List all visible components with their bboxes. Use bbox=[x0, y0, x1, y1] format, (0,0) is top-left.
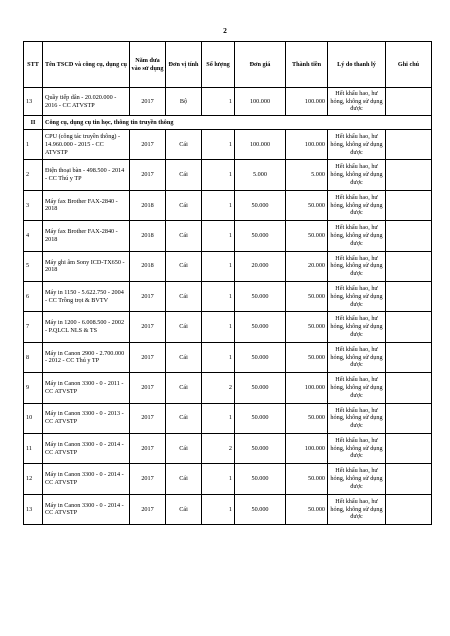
cell-note bbox=[386, 88, 432, 116]
cell-name: Máy fax Brother FAX-2840 - 2018 bbox=[43, 190, 130, 220]
asset-disposal-table bbox=[23, 41, 432, 525]
cell-amount: 50.000 bbox=[286, 342, 328, 372]
cell-reason: Hết khấu hao, hư hỏng, không sử dụng được bbox=[328, 312, 386, 342]
cell-name: Máy in Canon 3300 - 0 - 2013 - CC ATVSTP bbox=[43, 403, 130, 433]
cell-note bbox=[386, 342, 432, 372]
cell-price: 50.000 bbox=[235, 281, 286, 311]
cell-amount: 50.000 bbox=[286, 312, 328, 342]
cell-qty: 1 bbox=[202, 494, 235, 524]
cell-year: 2017 bbox=[130, 130, 166, 160]
cell-unit: Cái bbox=[166, 281, 202, 311]
cell-stt: 6 bbox=[24, 281, 43, 311]
cell-unit: Cái bbox=[166, 464, 202, 494]
cell-price: 20.000 bbox=[235, 251, 286, 281]
cell-amount: 20.000 bbox=[286, 251, 328, 281]
header-year: Năm đưa vào sử dụng bbox=[130, 42, 166, 88]
cell-reason: Hết khấu hao, hư hỏng, không sử dụng được bbox=[328, 251, 386, 281]
cell-note bbox=[386, 464, 432, 494]
cell-price: 50.000 bbox=[235, 342, 286, 372]
cell-price: 100.000 bbox=[235, 88, 286, 116]
cell-price: 50.000 bbox=[235, 403, 286, 433]
cell-year: 2017 bbox=[130, 464, 166, 494]
cell-unit: Bộ bbox=[166, 88, 202, 116]
cell-qty: 2 bbox=[202, 373, 235, 403]
cell-name: Máy in 1150 - 5.622.750 - 2004 - CC Trồng trọt & BVTV bbox=[43, 281, 130, 311]
cell-note bbox=[386, 251, 432, 281]
cell-name: Máy fax Brother FAX-2840 - 2018 bbox=[43, 221, 130, 251]
cell-price: 50.000 bbox=[235, 190, 286, 220]
table-row bbox=[24, 494, 432, 524]
cell-qty: 1 bbox=[202, 88, 235, 116]
cell-unit: Cái bbox=[166, 160, 202, 190]
cell-year: 2017 bbox=[130, 160, 166, 190]
cell-qty: 1 bbox=[202, 464, 235, 494]
table-row bbox=[24, 190, 432, 220]
cell-reason: Hết khấu hao, hư hỏng, không sử dụng được bbox=[328, 190, 386, 220]
cell-year: 2017 bbox=[130, 433, 166, 463]
cell-year: 2018 bbox=[130, 251, 166, 281]
cell-stt: 2 bbox=[24, 160, 43, 190]
cell-year: 2017 bbox=[130, 281, 166, 311]
cell-qty: 1 bbox=[202, 221, 235, 251]
table-row bbox=[24, 221, 432, 251]
cell-amount: 100.000 bbox=[286, 373, 328, 403]
cell-amount: 50.000 bbox=[286, 221, 328, 251]
cell-unit: Cái bbox=[166, 312, 202, 342]
cell-name: Máy in Canon 3300 - 0 - 2014 - CC ATVSTP bbox=[43, 433, 130, 463]
cell-stt: 3 bbox=[24, 190, 43, 220]
cell-note bbox=[386, 433, 432, 463]
cell-name: CPU (công tác truyền thông) - 14.960.000 - 2015 - CC ATVSTP bbox=[43, 130, 130, 160]
cell-reason: Hết khấu hao, hư hỏng, không sử dụng được bbox=[328, 221, 386, 251]
cell-qty: 1 bbox=[202, 403, 235, 433]
cell-year: 2018 bbox=[130, 221, 166, 251]
cell-year: 2017 bbox=[130, 312, 166, 342]
cell-amount: 50.000 bbox=[286, 403, 328, 433]
cell-year: 2017 bbox=[130, 373, 166, 403]
table-row bbox=[24, 130, 432, 160]
header-stt: STT bbox=[24, 42, 43, 88]
cell-name: Máy in 1200 - 6.008.500 - 2002 - P.QLCL NLS & TS bbox=[43, 312, 130, 342]
cell-amount: 100.000 bbox=[286, 433, 328, 463]
cell-name: Máy in Canon 3300 - 0 - 2014 - CC ATVSTP bbox=[43, 494, 130, 524]
cell-stt: 4 bbox=[24, 221, 43, 251]
cell-stt: 1 bbox=[24, 130, 43, 160]
cell-unit: Cái bbox=[166, 403, 202, 433]
cell-stt: 12 bbox=[24, 464, 43, 494]
cell-unit: Cái bbox=[166, 373, 202, 403]
header-row bbox=[24, 42, 432, 88]
header-price: Đơn giá bbox=[235, 42, 286, 88]
cell-note bbox=[386, 281, 432, 311]
cell-reason: Hết khấu hao, hư hỏng, không sử dụng được bbox=[328, 281, 386, 311]
table-row bbox=[24, 373, 432, 403]
cell-amount: 50.000 bbox=[286, 464, 328, 494]
cell-unit: Cái bbox=[166, 494, 202, 524]
table-row bbox=[24, 251, 432, 281]
cell-price: 50.000 bbox=[235, 494, 286, 524]
cell-note bbox=[386, 494, 432, 524]
cell-amount: 5.000 bbox=[286, 160, 328, 190]
cell-note bbox=[386, 221, 432, 251]
table-row bbox=[24, 281, 432, 311]
header-amount: Thành tiền bbox=[286, 42, 328, 88]
cell-note bbox=[386, 130, 432, 160]
cell-unit: Cái bbox=[166, 342, 202, 372]
cell-stt: 5 bbox=[24, 251, 43, 281]
table-row bbox=[24, 342, 432, 372]
cell-unit: Cái bbox=[166, 251, 202, 281]
section-row bbox=[24, 116, 432, 130]
cell-name: Máy in Canon 3300 - 0 - 2011 - CC ATVSTP bbox=[43, 373, 130, 403]
cell-reason: Hết khấu hao, hư hỏng, không sử dụng được bbox=[328, 373, 386, 403]
cell-stt: 8 bbox=[24, 342, 43, 372]
cell-qty: 1 bbox=[202, 312, 235, 342]
cell-amount: 100.000 bbox=[286, 130, 328, 160]
header-qty: Số lượng bbox=[202, 42, 235, 88]
cell-year: 2017 bbox=[130, 342, 166, 372]
cell-stt: 13 bbox=[24, 494, 43, 524]
cell-qty: 1 bbox=[202, 251, 235, 281]
cell-qty: 1 bbox=[202, 281, 235, 311]
cell-qty: 1 bbox=[202, 130, 235, 160]
cell-name: Điện thoại bàn - 498.500 - 2014 - CC Thú y TP bbox=[43, 160, 130, 190]
header-note: Ghi chú bbox=[386, 42, 432, 88]
cell-reason: Hết khấu hao, hư hỏng, không sử dụng được bbox=[328, 130, 386, 160]
cell-name: Máy in Canon 3300 - 0 - 2014 - CC ATVSTP bbox=[43, 464, 130, 494]
cell-unit: Cái bbox=[166, 221, 202, 251]
cell-name: Máy ghi âm Sony ICD-TX650 - 2018 bbox=[43, 251, 130, 281]
header-unit: Đơn vị tính bbox=[166, 42, 202, 88]
section-title: Công cụ, dụng cụ tin học, thông tin truyền thông bbox=[43, 116, 432, 130]
cell-qty: 1 bbox=[202, 160, 235, 190]
cell-year: 2017 bbox=[130, 88, 166, 116]
cell-price: 50.000 bbox=[235, 312, 286, 342]
cell-note bbox=[386, 312, 432, 342]
cell-amount: 100.000 bbox=[286, 88, 328, 116]
header-name: Tên TSCD và công cụ, dụng cụ bbox=[43, 42, 130, 88]
cell-note bbox=[386, 160, 432, 190]
table-row bbox=[24, 160, 432, 190]
cell-amount: 50.000 bbox=[286, 281, 328, 311]
cell-reason: Hết khấu hao, hư hỏng, không sử dụng được bbox=[328, 494, 386, 524]
cell-year: 2017 bbox=[130, 494, 166, 524]
cell-stt: 13 bbox=[24, 88, 43, 116]
cell-amount: 50.000 bbox=[286, 190, 328, 220]
cell-year: 2017 bbox=[130, 403, 166, 433]
cell-name: Quầy tiếp dân - 20.020.000 - 2016 - CC ATVSTP bbox=[43, 88, 130, 116]
cell-unit: Cái bbox=[166, 433, 202, 463]
cell-reason: Hết khấu hao, hư hỏng, không sử dụng được bbox=[328, 88, 386, 116]
cell-name: Máy in Canon 2900 - 2.700.000 - 2012 - CC Thú y TP bbox=[43, 342, 130, 372]
table-row bbox=[24, 88, 432, 116]
cell-year: 2018 bbox=[130, 190, 166, 220]
section-number: II bbox=[24, 116, 43, 130]
cell-note bbox=[386, 190, 432, 220]
cell-price: 50.000 bbox=[235, 373, 286, 403]
cell-reason: Hết khấu hao, hư hỏng, không sử dụng được bbox=[328, 433, 386, 463]
cell-reason: Hết khấu hao, hư hỏng, không sử dụng được bbox=[328, 403, 386, 433]
cell-price: 50.000 bbox=[235, 433, 286, 463]
cell-qty: 2 bbox=[202, 433, 235, 463]
cell-price: 50.000 bbox=[235, 464, 286, 494]
cell-stt: 9 bbox=[24, 373, 43, 403]
cell-amount: 50.000 bbox=[286, 494, 328, 524]
cell-stt: 10 bbox=[24, 403, 43, 433]
cell-note bbox=[386, 403, 432, 433]
cell-price: 50.000 bbox=[235, 221, 286, 251]
cell-qty: 1 bbox=[202, 190, 235, 220]
cell-unit: Cái bbox=[166, 190, 202, 220]
header-reason: Lý do thanh lý bbox=[328, 42, 386, 88]
cell-stt: 11 bbox=[24, 433, 43, 463]
cell-reason: Hết khấu hao, hư hỏng, không sử dụng được bbox=[328, 160, 386, 190]
cell-stt: 7 bbox=[24, 312, 43, 342]
table-row bbox=[24, 433, 432, 463]
cell-unit: Cái bbox=[166, 130, 202, 160]
cell-reason: Hết khấu hao, hư hỏng, không sử dụng được bbox=[328, 464, 386, 494]
page-number: 2 bbox=[223, 26, 227, 35]
table-row bbox=[24, 464, 432, 494]
cell-price: 100.000 bbox=[235, 130, 286, 160]
cell-note bbox=[386, 373, 432, 403]
cell-qty: 1 bbox=[202, 342, 235, 372]
cell-price: 5.000 bbox=[235, 160, 286, 190]
table-row bbox=[24, 403, 432, 433]
table-row bbox=[24, 312, 432, 342]
cell-reason: Hết khấu hao, hư hỏng, không sử dụng được bbox=[328, 342, 386, 372]
